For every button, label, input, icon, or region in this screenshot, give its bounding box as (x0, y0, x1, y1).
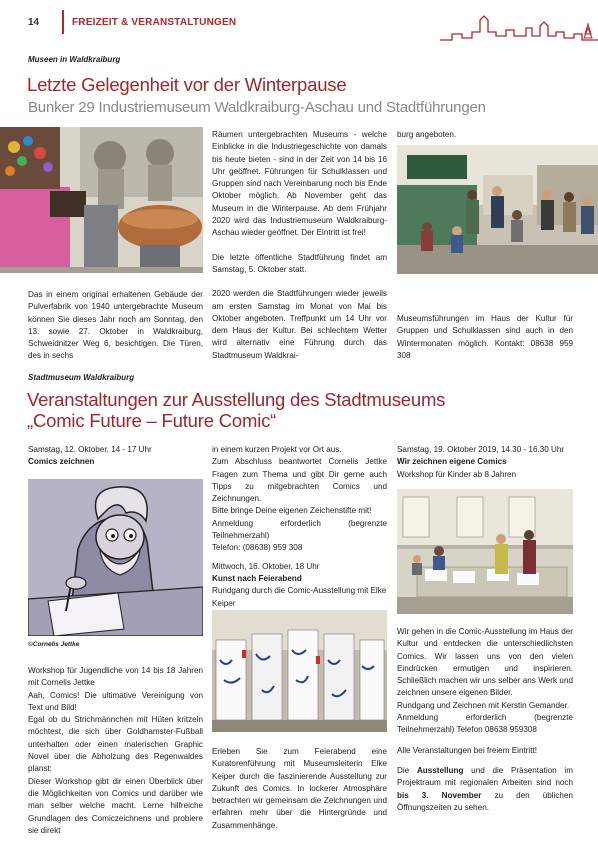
note-bold-date: bis 3. November (397, 790, 482, 800)
event1-title: Comics zeichnen (28, 457, 95, 467)
event3-date: Samstag, 19. Oktober 2019, 14.30 - 16.30 Uhr (397, 445, 565, 454)
article1-col2-p2: Die letzte öffentliche Stadtführung findet am Samstag, 5. Oktober statt. (212, 252, 387, 274)
town-skyline-logo (440, 8, 598, 44)
article1-col3-top: burg angeboten. (397, 130, 457, 139)
event2-text: Erleben Sie zum Feierabend eine Kuratorenführung mit Museumsleiterin Elke Keiper durch die faszinierende Ausstellung zur Zukunft des Comics. In lockerer Atmosphäre betrachten wir gemeinsam die Zeichnungen und erfahren mehr über die Hintergründe und Zusammenhänge. (212, 747, 387, 830)
event2-subtitle: Rundgang durch die Comic-Ausstellung mit Elke Keiper (212, 586, 387, 608)
article1-col3-bottom (397, 313, 573, 362)
note-bold-exhibition: Ausstellung (416, 765, 464, 775)
note-post: zu den üblichen Öffnungszeiten zu sehen. (397, 790, 573, 812)
exhibition-dates-note (397, 765, 573, 814)
note-mid: und die Präsentation im Projektraum mit regionalen Arbeiten sind noch (397, 765, 573, 788)
event1-date: Samstag, 12. Oktober, 14 - 17 Uhr (28, 445, 152, 454)
museum-photo (0, 127, 203, 273)
article2-title-line2: „Comic Future – Future Comic“ (27, 410, 277, 431)
article1-kicker: Museen in Waldkraiburg (28, 55, 121, 64)
article2-col3-head (397, 444, 573, 481)
event2-title: Kunst nach Feierabend (212, 573, 302, 583)
page-number: 14 (28, 17, 40, 28)
event3-text: Wir gehen in die Comic-Ausstellung im Haus der Kultur und entdecken die unterschiedlichsten Comics. Wir lassen uns von den vielen Eindrücken ermutigen und inspirieren. Schließlich machen wir uns selber ans Werk und zeichnen unsere eigenen Bilder. Rundgang und Zeichnen mit Kerstin Gemander. Anmeldung erforderlich (begrenzte Teilnehmerzahl) Telefon 08638 959308 (397, 627, 573, 735)
article2-col1-head (28, 444, 203, 469)
workshop-photo (397, 489, 573, 614)
comic-drawing-image (28, 479, 203, 636)
article2-title-line1: Veranstaltungen zur Ausstellung des Stadtmuseums (27, 389, 446, 410)
article1-col2-p1: Räumen untergebrachten Museums - welche Einblicke in die Industriegeschichte von damals bis heute bieten - sind in der Zeit von 14 bis 16 Uhr geöffnet. Führungen für Schulklassen und Gruppen sind nach Vereinbarung noch bis Ende Oktober möglich. Ab November geht das Museum in die Winterpause. Ab dem Frühjahr 2020 wird das Industriemuseum Waldkraiburg-Aschau wieder geöffnet. Der Eintritt ist frei! (212, 130, 387, 238)
event1-text: Workshop für Jugendliche von 14 bis 18 Jahren mit Cornelis Jettke Aah, Comics! Die ultimative Vereinigung von Text und Bild! Egal ob du Strichmännchen mit Hüten kritzeln möchtest, die sich über Goldhamster-Fußball unterhalten oder einen malerischen Graphic Novel über die Abholzung des Regenwaldes planst: Dieser Workshop gibt dir einen Überblick über die Möglichkeiten von Comics und darüber wie man selber welche macht. Lerne hilfreiche Grundlagen des Comiczeichnens und probiere sie direkt (28, 666, 203, 835)
article1-col2-p3: 2020 werden die Stadtführungen wieder jeweils am ersten Samstag im Monat von Mai bis Oktober angeboten. Treffpunkt um 14 Uhr vor dem Haus der Kultur. Bei schlechtem Wetter wird alternativ eine Führung durch das Stadtmuseum Waldkrai- (212, 289, 387, 360)
article2-col2-bottom (212, 746, 387, 832)
article1-col3 (397, 129, 573, 141)
article1-title: Letzte Gelegenheit vor der Winterpause (27, 74, 347, 95)
exhibition-photo (212, 610, 387, 732)
event1-text-cont: in einem kurzen Projekt vor Ort aus. Zum Abschluss beantwortet Cornelis Jettke Fragen zum Thema und gibt Dir gerne auch Tipps zu mitgebrachten Comics und Zeichnungen. Bitte bringe Deine eigenen Zeichenstifte mit! Anmeldung erforderlich (begrenzte Teilnehmerzahl) Telefon: (08638) 959 308 (212, 445, 387, 553)
article1-subtitle: Bunker 29 Industriemuseum Waldkraiburg-Aschau und Stadtführungen (28, 99, 486, 116)
section-title: FREIZEIT & VERANSTALTUNGEN (72, 17, 237, 28)
event3-subtitle: Workshop für Kinder ab 8 Jahren (397, 469, 517, 479)
article2-col1-body (28, 665, 203, 837)
article2-col3-body (397, 626, 573, 814)
tour-photo (397, 145, 598, 274)
free-admission-note: Alle Veranstaltungen bei freiem Eintritt! (397, 745, 538, 755)
image-credit: ©Cornelis Jettke (28, 641, 80, 648)
header-divider (62, 10, 64, 34)
article1-col1-text: Das in einem original erhaltenen Gebäude der Pulverfabrik von 1940 untergebrachte Museum können Sie dieses Jahr noch am Sonntag, den 13. sowie 27. Oktober in Waldkraiburg, Schweidnitzer Weg 6, besichtigen. Die Türen, des in sechs (28, 290, 203, 361)
article1-col3-text: Museumsführungen im Haus der Kultur für Gruppen und Schulklassen sind auch in den Wintermonaten möglich. Kontakt: 08638 959 308 (397, 314, 573, 360)
article2-kicker: Stadtmuseum Waldkraiburg (28, 373, 135, 382)
article2-col2-top (212, 444, 387, 610)
note-pre: Die (397, 765, 417, 775)
article1-col2 (212, 129, 387, 362)
article1-col1 (28, 289, 203, 363)
event3-title: Wir zeichnen eigene Comics (397, 457, 507, 467)
event2-date: Mittwoch, 16. Oktober, 18 Uhr (212, 561, 320, 571)
